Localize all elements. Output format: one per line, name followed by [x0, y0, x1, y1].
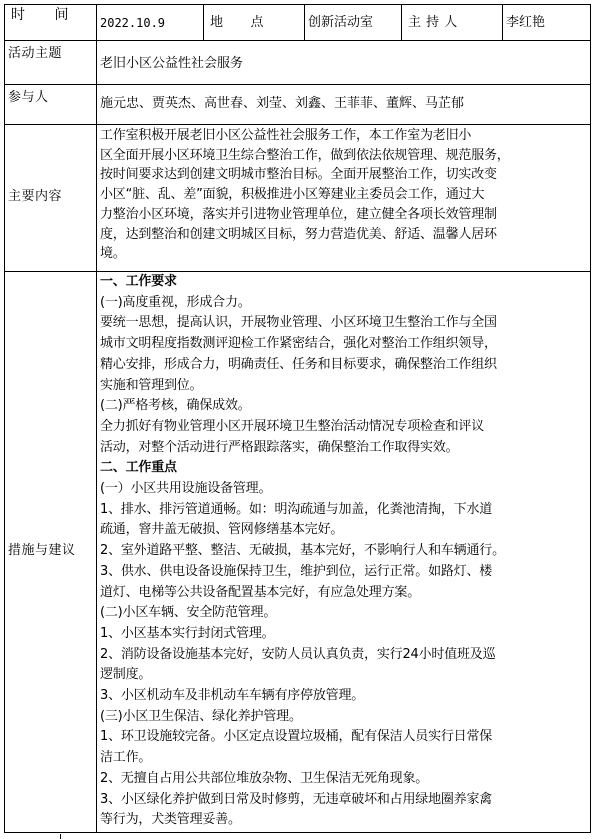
measures-line: (一)高度重视，形成合力。	[100, 294, 251, 310]
measures-text	[97, 272, 590, 832]
measures-line: (三)小区卫生保洁、绿化养护管理。	[100, 708, 302, 724]
main-content-label: 主要内容	[8, 189, 63, 204]
date-value: 2022.10.9	[100, 16, 166, 30]
measures-line: 城市文明程度指数测评迎检工作紧密结合，强化对整治工作组织领导，	[100, 336, 497, 352]
measures-line: 2、无擅自占用公共部位堆放杂物、卫生保洁无死角现象。	[100, 770, 429, 786]
measures-line: 3、供水、供电设备设施保持卫生，维护到位，运行正常。如路灯、楼	[100, 563, 493, 579]
section-heading: 一、工作要求	[100, 274, 177, 289]
measures-label: 措施与建议	[8, 543, 76, 558]
measures-line: 精心安排，形成合力，明确责任、任务和目标要求，确保整治工作组织	[100, 356, 497, 372]
measures-line: 洁工作。	[100, 750, 152, 766]
participants-value: 施元忠、贾英杰、高世春、刘莹、刘鑫、王菲菲、董辉、马芷郁	[100, 96, 465, 111]
participants-label: 参与人	[8, 90, 49, 105]
measures-line: 1、小区基本实行封闭式管理。	[100, 625, 275, 641]
place-value: 创新活动室	[308, 15, 374, 30]
row-divider-3	[4, 124, 591, 125]
page-edge-mark	[60, 834, 65, 839]
measures-line: (一）小区共用设施设备管理。	[100, 481, 272, 497]
main-content-line: 度，达到整治和创建文明城区目标，努力营造优美、舒适、温馨人居环	[100, 226, 497, 242]
measures-line: 1、排水、排污管道通畅。如：明沟疏通与加盖，化粪池清掏，下水道	[100, 501, 493, 517]
host-label: 主 持 人	[408, 15, 458, 30]
table-border-bottom	[4, 832, 591, 833]
main-content-line: 小区“脏、乱、差”面貌，积极推进小区筹建业主委员会工作，通过大	[100, 187, 485, 203]
theme-value: 老旧小区公益性社会服务	[100, 56, 244, 71]
main-content-text	[97, 126, 590, 271]
measures-line: 2、消防设备设施基本完好，安防人员认真负责，实行24小时值班及巡	[100, 646, 496, 662]
theme-label: 活动主题	[8, 46, 63, 61]
main-content-line: 区全面开展小区环境卫生综合整治工作，做到依法依规管理、规范服务，	[100, 147, 510, 163]
row-divider-2	[4, 84, 591, 85]
measures-line: 3、小区绿化养护做到日常及时修剪，无违章破坏和占用绿地圈养家禽	[100, 791, 493, 807]
host-value: 李红艳	[506, 15, 546, 30]
measures-line: 全力抓好有物业管理小区开展环境卫生整治活动情况专项检查和评议	[100, 418, 485, 434]
measures-line: 活动，对整个活动进行严格跟踪落实，确保整治工作取得实效。	[100, 439, 459, 455]
table-border-left	[4, 4, 5, 833]
main-content-line: 境。	[100, 246, 126, 262]
measures-line: 要统一思想，提高认识，开展物业管理、小区环境卫生整治工作与全国	[100, 315, 497, 331]
measures-line: 逻制度。	[100, 667, 152, 683]
place-label: 地 点	[210, 15, 265, 30]
main-content-line: 力整治小区环境，落实并引进物业管理单位，建立健全各项长效管理制	[100, 206, 497, 222]
section-heading: 二、工作重点	[100, 460, 177, 476]
measures-line: 2、室外道路平整、整洁、无破损，基本完好，不影响行人和车辆通行。	[100, 543, 505, 559]
measures-line: 3、小区机动车及非机动车车辆有序停放管理。	[100, 688, 365, 704]
measures-line: 1、环卫设施较完备。小区定点设置垃圾桶，配有保洁人员实行日常保	[100, 729, 493, 745]
measures-line: 疏通，窨井盖无破损、管网修缮基本完好。	[100, 522, 344, 538]
measures-line: 实施和管理到位。	[100, 377, 203, 393]
measures-line: (二)小区车辆、安全防范管理。	[100, 605, 277, 621]
measures-line: 等行为，犬类管理妥善。	[100, 812, 241, 828]
measures-line: (二)严格考核，确保成效。	[100, 398, 251, 414]
main-content-line: 工作室积极开展老旧小区公益性社会服务工作，本工作室为老旧小	[100, 128, 472, 143]
main-content-line: 按时间要求达到创建文明城市整治目标。全面开展整治工作，切实改变	[100, 167, 497, 183]
table-border-right	[590, 4, 591, 833]
measures-line: 道灯、电梯等公共设备配置基本完好，有应急处理方案。	[100, 584, 421, 600]
time-label: 时 间	[11, 7, 69, 23]
